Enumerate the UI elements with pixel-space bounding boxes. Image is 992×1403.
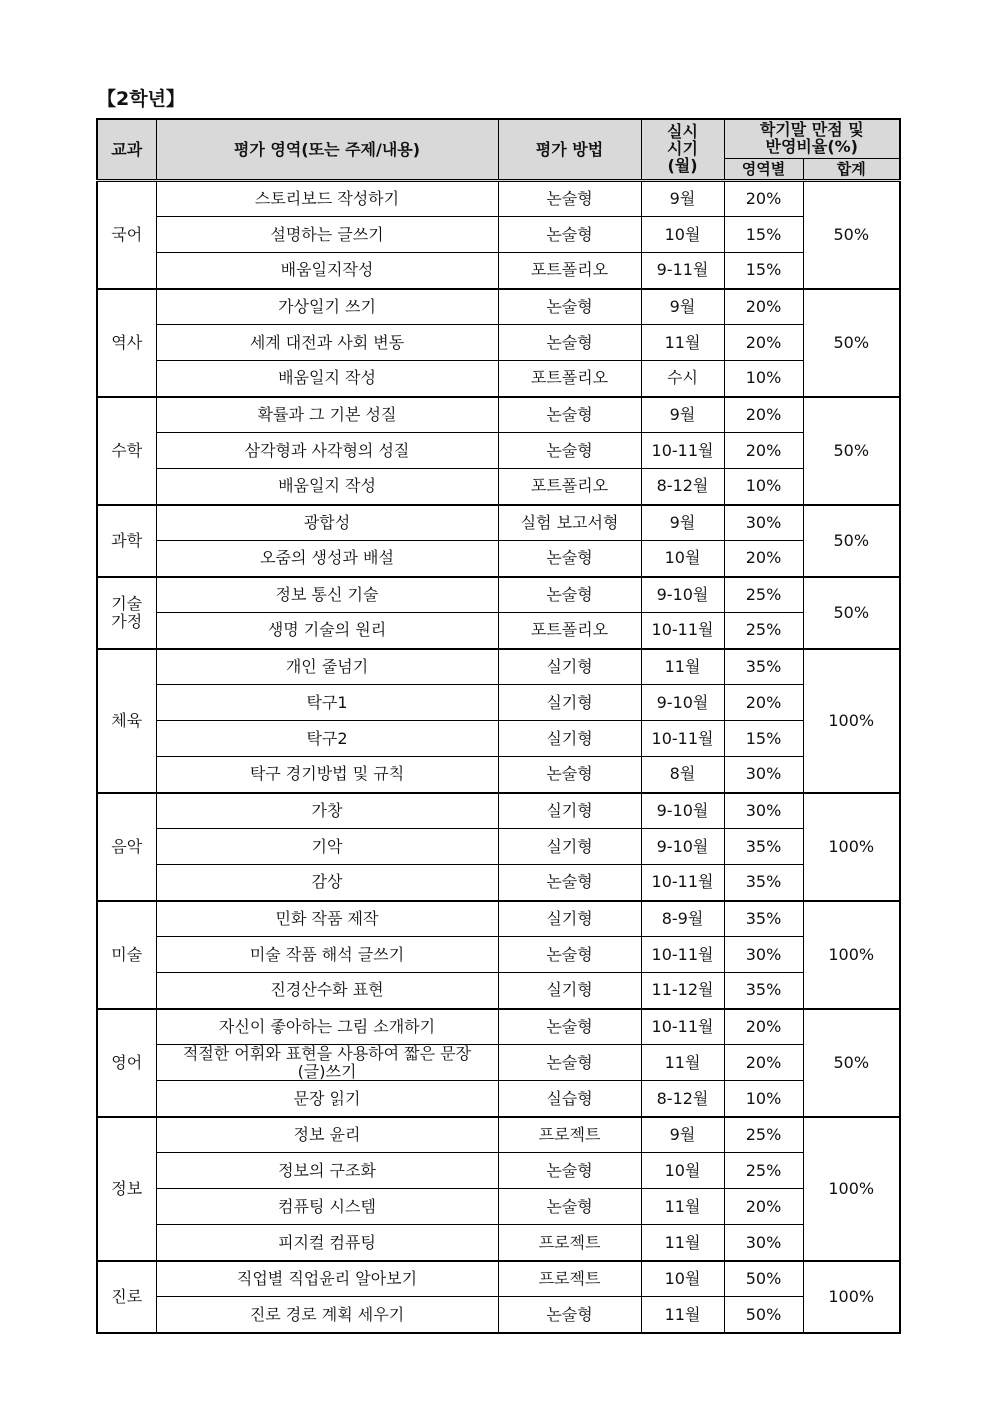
- header-ratio: 학기말 만점 및 반영비율(%): [724, 119, 900, 159]
- area-cell: 설명하는 글쓰기: [156, 217, 498, 253]
- month-cell: 8-12월: [641, 469, 724, 505]
- method-cell: 실험 보고서형: [498, 505, 641, 541]
- area-cell: 기악: [156, 829, 498, 865]
- pct-cell: 20%: [724, 1045, 803, 1081]
- pct-cell: 35%: [724, 865, 803, 901]
- month-cell: 9-10월: [641, 685, 724, 721]
- month-cell: 8-9월: [641, 901, 724, 937]
- month-cell: 9월: [641, 505, 724, 541]
- pct-cell: 15%: [724, 253, 803, 289]
- method-cell: 논술형: [498, 937, 641, 973]
- header-method: 평가 방법: [498, 119, 641, 181]
- total-cell: 100%: [803, 793, 900, 901]
- table-row: [97, 757, 900, 793]
- table-row: [97, 325, 900, 361]
- pct-cell: 10%: [724, 361, 803, 397]
- month-cell: 10월: [641, 217, 724, 253]
- method-cell: 논술형: [498, 1297, 641, 1333]
- total-cell: 100%: [803, 649, 900, 793]
- pct-cell: 20%: [724, 397, 803, 433]
- table-row: [97, 577, 900, 613]
- month-cell: 9-10월: [641, 793, 724, 829]
- table-row: [97, 469, 900, 505]
- area-cell: 오줌의 생성과 배설: [156, 541, 498, 577]
- pct-cell: 30%: [724, 505, 803, 541]
- table-row: [97, 1009, 900, 1045]
- table-row: [97, 865, 900, 901]
- pct-cell: 10%: [724, 469, 803, 505]
- pct-cell: 50%: [724, 1261, 803, 1297]
- table-row: [97, 1189, 900, 1225]
- method-cell: 논술형: [498, 577, 641, 613]
- method-cell: 논술형: [498, 757, 641, 793]
- method-cell: 포트폴리오: [498, 613, 641, 649]
- table-row: [97, 1153, 900, 1189]
- table-row: [97, 1225, 900, 1261]
- pct-cell: 50%: [724, 1297, 803, 1333]
- month-cell: 9월: [641, 397, 724, 433]
- month-cell: 11월: [641, 1225, 724, 1261]
- month-cell: 11월: [641, 1045, 724, 1081]
- area-cell: 확률과 그 기본 성질: [156, 397, 498, 433]
- method-cell: 논술형: [498, 217, 641, 253]
- method-cell: 실기형: [498, 793, 641, 829]
- header-timing: 실시 시기 (월): [641, 119, 724, 181]
- month-cell: 8-12월: [641, 1081, 724, 1117]
- total-cell: 50%: [803, 1009, 900, 1117]
- pct-cell: 20%: [724, 289, 803, 325]
- area-cell: 탁구2: [156, 721, 498, 757]
- area-cell: 세계 대전과 사회 변동: [156, 325, 498, 361]
- month-cell: 9-10월: [641, 829, 724, 865]
- pct-cell: 30%: [724, 757, 803, 793]
- month-cell: 11월: [641, 1297, 724, 1333]
- method-cell: 포트폴리오: [498, 361, 641, 397]
- header-total: 합계: [803, 159, 900, 181]
- area-cell: 개인 줄넘기: [156, 649, 498, 685]
- method-cell: 실기형: [498, 721, 641, 757]
- month-cell: 11월: [641, 1189, 724, 1225]
- month-cell: 10월: [641, 541, 724, 577]
- month-cell: 9월: [641, 1117, 724, 1153]
- month-cell: 11월: [641, 325, 724, 361]
- total-cell: 50%: [803, 181, 900, 289]
- month-cell: 10-11월: [641, 433, 724, 469]
- month-cell: 11-12월: [641, 973, 724, 1009]
- pct-cell: 15%: [724, 217, 803, 253]
- table-row: [97, 1045, 900, 1081]
- pct-cell: 25%: [724, 1153, 803, 1189]
- month-cell: 10-11월: [641, 1009, 724, 1045]
- table-row: [97, 649, 900, 685]
- method-cell: 논술형: [498, 181, 641, 217]
- pct-cell: 35%: [724, 649, 803, 685]
- area-cell: 진경산수화 표현: [156, 973, 498, 1009]
- table-row: [97, 217, 900, 253]
- area-cell: 정보 윤리: [156, 1117, 498, 1153]
- table-row: [97, 361, 900, 397]
- month-cell: 10월: [641, 1153, 724, 1189]
- method-cell: 실기형: [498, 901, 641, 937]
- area-cell: 가상일기 쓰기: [156, 289, 498, 325]
- subject-cell: 체육: [97, 649, 156, 793]
- method-cell: 논술형: [498, 1189, 641, 1225]
- method-cell: 실기형: [498, 973, 641, 1009]
- table-row: [97, 541, 900, 577]
- total-cell: 100%: [803, 901, 900, 1009]
- total-cell: 50%: [803, 505, 900, 577]
- subject-cell: 음악: [97, 793, 156, 901]
- table-row: [97, 289, 900, 325]
- method-cell: 논술형: [498, 1009, 641, 1045]
- method-cell: 실습형: [498, 1081, 641, 1117]
- area-cell: 직업별 직업윤리 알아보기: [156, 1261, 498, 1297]
- table-row: [97, 181, 900, 217]
- pct-cell: 15%: [724, 721, 803, 757]
- method-cell: 논술형: [498, 1153, 641, 1189]
- month-cell: 10-11월: [641, 865, 724, 901]
- table-row: [97, 1297, 900, 1333]
- area-cell: 진로 경로 계획 세우기: [156, 1297, 498, 1333]
- pct-cell: 30%: [724, 1225, 803, 1261]
- area-cell: 적절한 어휘와 표현을 사용하여 짧은 문장 (글)쓰기: [156, 1045, 498, 1081]
- header-subject: 교과: [97, 119, 156, 181]
- subject-cell: 과학: [97, 505, 156, 577]
- table-row: [97, 505, 900, 541]
- pct-cell: 30%: [724, 793, 803, 829]
- month-cell: 10-11월: [641, 721, 724, 757]
- table-row: [97, 685, 900, 721]
- method-cell: 논술형: [498, 541, 641, 577]
- table-row: [97, 829, 900, 865]
- month-cell: 수시: [641, 361, 724, 397]
- area-cell: 자신이 좋아하는 그림 소개하기: [156, 1009, 498, 1045]
- subject-cell: 정보: [97, 1117, 156, 1261]
- table-row: [97, 721, 900, 757]
- area-cell: 문장 읽기: [156, 1081, 498, 1117]
- subject-cell: 진로: [97, 1261, 156, 1333]
- total-cell: 50%: [803, 397, 900, 505]
- total-cell: 50%: [803, 577, 900, 649]
- subject-cell: 국어: [97, 181, 156, 289]
- pct-cell: 25%: [724, 613, 803, 649]
- pct-cell: 20%: [724, 325, 803, 361]
- month-cell: 9월: [641, 181, 724, 217]
- method-cell: 논술형: [498, 397, 641, 433]
- table-row: [97, 397, 900, 433]
- table-row: [97, 793, 900, 829]
- month-cell: 10-11월: [641, 613, 724, 649]
- area-cell: 민화 작품 제작: [156, 901, 498, 937]
- method-cell: 논술형: [498, 433, 641, 469]
- month-cell: 10-11월: [641, 937, 724, 973]
- subject-cell: 영어: [97, 1009, 156, 1117]
- subject-cell: 미술: [97, 901, 156, 1009]
- area-cell: 탁구1: [156, 685, 498, 721]
- month-cell: 10월: [641, 1261, 724, 1297]
- area-cell: 탁구 경기방법 및 규칙: [156, 757, 498, 793]
- pct-cell: 20%: [724, 1189, 803, 1225]
- method-cell: 논술형: [498, 325, 641, 361]
- header-area: 평가 영역(또는 주제/내용): [156, 119, 498, 181]
- area-cell: 배움일지 작성: [156, 361, 498, 397]
- method-cell: 포트폴리오: [498, 253, 641, 289]
- pct-cell: 20%: [724, 1009, 803, 1045]
- subject-cell: 수학: [97, 397, 156, 505]
- table-row: [97, 253, 900, 289]
- method-cell: 논술형: [498, 865, 641, 901]
- method-cell: 프로젝트: [498, 1261, 641, 1297]
- pct-cell: 35%: [724, 901, 803, 937]
- method-cell: 논술형: [498, 289, 641, 325]
- area-cell: 컴퓨팅 시스템: [156, 1189, 498, 1225]
- evaluation-table: [96, 118, 901, 1334]
- pct-cell: 20%: [724, 181, 803, 217]
- total-cell: 50%: [803, 289, 900, 397]
- pct-cell: 20%: [724, 433, 803, 469]
- month-cell: 9월: [641, 289, 724, 325]
- table-row: [97, 613, 900, 649]
- table-row: [97, 433, 900, 469]
- area-cell: 생명 기술의 원리: [156, 613, 498, 649]
- month-cell: 11월: [641, 649, 724, 685]
- pct-cell: 30%: [724, 937, 803, 973]
- area-cell: 스토리보드 작성하기: [156, 181, 498, 217]
- table-row: [97, 937, 900, 973]
- pct-cell: 35%: [724, 829, 803, 865]
- area-cell: 정보의 구조화: [156, 1153, 498, 1189]
- pct-cell: 25%: [724, 1117, 803, 1153]
- area-cell: 가창: [156, 793, 498, 829]
- area-cell: 미술 작품 해석 글쓰기: [156, 937, 498, 973]
- table-row: [97, 1261, 900, 1297]
- method-cell: 프로젝트: [498, 1225, 641, 1261]
- method-cell: 논술형: [498, 1045, 641, 1081]
- method-cell: 실기형: [498, 685, 641, 721]
- area-cell: 감상: [156, 865, 498, 901]
- pct-cell: 35%: [724, 973, 803, 1009]
- method-cell: 실기형: [498, 649, 641, 685]
- area-cell: 피지컬 컴퓨팅: [156, 1225, 498, 1261]
- pct-cell: 25%: [724, 577, 803, 613]
- table-row: [97, 973, 900, 1009]
- subject-cell: 역사: [97, 289, 156, 397]
- area-cell: 삼각형과 사각형의 성질: [156, 433, 498, 469]
- pct-cell: 20%: [724, 541, 803, 577]
- method-cell: 포트폴리오: [498, 469, 641, 505]
- pct-cell: 20%: [724, 685, 803, 721]
- total-cell: 100%: [803, 1117, 900, 1261]
- month-cell: 8월: [641, 757, 724, 793]
- area-cell: 배움일지작성: [156, 253, 498, 289]
- pct-cell: 10%: [724, 1081, 803, 1117]
- subject-cell: 기술 가정: [97, 577, 156, 649]
- table-row: [97, 1117, 900, 1153]
- total-cell: 100%: [803, 1261, 900, 1333]
- page-title: 【2학년】: [97, 88, 185, 110]
- month-cell: 9-11월: [641, 253, 724, 289]
- table-row: [97, 1081, 900, 1117]
- table-row: [97, 901, 900, 937]
- method-cell: 실기형: [498, 829, 641, 865]
- area-cell: 정보 통신 기술: [156, 577, 498, 613]
- method-cell: 프로젝트: [498, 1117, 641, 1153]
- table-body: [97, 181, 900, 1333]
- area-cell: 배움일지 작성: [156, 469, 498, 505]
- header-per-area: 영역별: [724, 159, 803, 181]
- area-cell: 광합성: [156, 505, 498, 541]
- month-cell: 9-10월: [641, 577, 724, 613]
